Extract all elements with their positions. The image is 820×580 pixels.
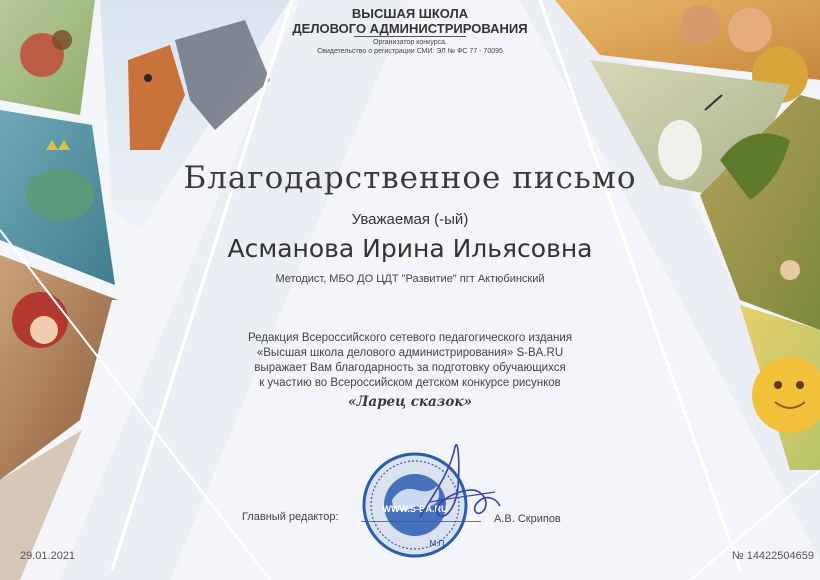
recipient-position: Методист, МБО ДО ЦДТ "Развитие" пгт Актюбинский <box>275 273 545 285</box>
editor-label: Главный редактор: <box>242 511 339 523</box>
letter-title: Благодарственное письмо <box>183 160 637 196</box>
header-divider <box>354 36 466 37</box>
body-line: выражает Вам благодарность за подготовку обучающихся <box>254 362 566 374</box>
org-name-line1: ВЫСШАЯ ШКОЛА <box>351 6 469 21</box>
organization-details <box>0 38 820 56</box>
body-line: к участию во Всероссийском детском конкурсе рисунков <box>259 377 561 389</box>
org-name-line2: ДЕЛОВОГО АДМИНИСТРИРОВАНИЯ <box>292 21 528 36</box>
stamp-mp: М.П. <box>429 539 447 548</box>
body-line: Редакция Всероссийского сетевого педагогического издания <box>247 332 573 344</box>
registration-info: Свидетельство о регистрации СМИ: ЭЛ № ФС 77 - 70095 <box>317 48 503 55</box>
body-line: «Высшая школа делового администрирования» S-BA.RU <box>256 347 564 359</box>
letter-body <box>0 331 820 391</box>
organizer-note: Организатор конкурса. <box>373 39 447 46</box>
editor-name: А.В. Скрипов <box>494 513 561 525</box>
salutation: Уважаемая (-ый) <box>351 211 469 228</box>
stamp-text: WWW.S-BA.RU <box>382 504 448 514</box>
organization-name <box>0 6 820 36</box>
certificate-number: № 14422504659 <box>731 550 814 562</box>
recipient-name: Асманова Ирина Ильясовна <box>227 234 593 263</box>
issue-date: 29.01.2021 <box>20 550 76 562</box>
contest-name: «Ларец сказок» <box>348 394 472 410</box>
